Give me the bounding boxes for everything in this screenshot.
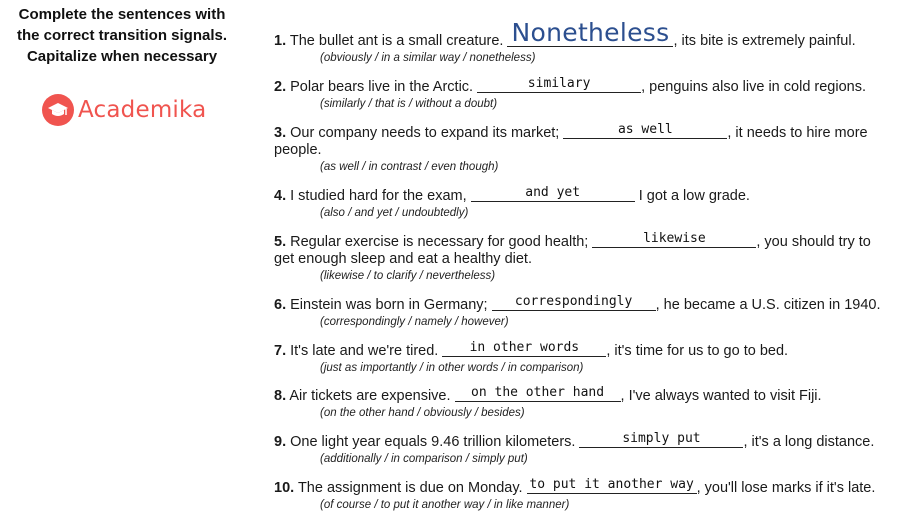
answer-blank[interactable] (527, 477, 697, 494)
question-text: Air tickets are expensive. (289, 388, 451, 404)
question-text: One light year equals 9.46 trillion kilometers. (290, 434, 576, 450)
question-text: The bullet ant is a small creature. (289, 33, 504, 49)
answer-blank[interactable] (477, 76, 641, 93)
answer-blank[interactable] (563, 122, 727, 139)
question-3 (274, 122, 894, 174)
instruction-line: Capitalize when necessary (26, 48, 218, 65)
answer-blank[interactable] (492, 294, 656, 311)
answer-options: (similarly / that is / without a doubt) (320, 98, 498, 110)
question-7 (274, 340, 894, 375)
answer-options: (obviously / in a similar way / nonetheless) (320, 52, 536, 64)
answer-options: (likewise / to clarify / nevertheless) (320, 270, 496, 282)
question-text-after: , you should try to get enough sleep and eat a healthy diet. (274, 234, 871, 267)
question-text: The assignment is due on Monday. (297, 480, 523, 496)
answer-blank[interactable] (507, 18, 673, 47)
answer-text: Nonetheless (511, 18, 670, 47)
question-number: 9. (274, 434, 287, 450)
answer-blank[interactable] (442, 340, 606, 357)
answer-text: and yet (525, 185, 581, 200)
instructions (4, 4, 240, 67)
question-number: 5. (274, 234, 287, 250)
question-text: Regular exercise is necessary for good health; (290, 234, 589, 250)
question-text-after: , it's time for us to go to bed. (606, 343, 789, 359)
answer-options: (of course / to put it another way / in like manner) (320, 499, 570, 511)
instruction-line: the correct transition signals. (16, 27, 228, 44)
answer-options: (correspondingly / namely / however) (320, 316, 509, 328)
question-text-after: , you'll lose marks if it's late. (696, 480, 876, 496)
question-text-after: I got a low grade. (638, 188, 750, 204)
question-text-after: , I've always wanted to visit Fiji. (620, 388, 822, 404)
answer-blank[interactable] (579, 431, 743, 448)
answer-options: (as well / in contrast / even though) (320, 161, 499, 173)
brand-logo (42, 94, 206, 126)
question-number: 10. (274, 480, 295, 496)
question-5 (274, 231, 894, 283)
answer-text: similary (527, 76, 591, 91)
instruction-line: Complete the sentences with (18, 6, 226, 23)
answer-text: to put it another way (529, 477, 694, 492)
question-2 (274, 76, 894, 111)
answer-text: simply put (622, 431, 701, 446)
answer-blank[interactable] (592, 231, 756, 248)
answer-blank[interactable] (471, 185, 635, 202)
answer-text: correspondingly (514, 294, 633, 309)
question-text-after: , penguins also live in cold regions. (641, 79, 866, 95)
question-9 (274, 431, 894, 466)
question-text: Polar bears live in the Arctic. (290, 79, 474, 95)
answer-text: likewise (643, 231, 706, 246)
answer-options: (also / and yet / undoubtedly) (320, 207, 469, 219)
answer-text: on the other hand (471, 385, 605, 400)
question-number: 2. (274, 79, 287, 95)
question-4 (274, 185, 894, 220)
question-text: Einstein was born in Germany; (290, 297, 488, 313)
question-number: 3. (274, 125, 287, 141)
question-6 (274, 294, 894, 329)
question-number: 6. (274, 297, 287, 313)
answer-text: as well (617, 122, 673, 137)
question-number: 7. (274, 343, 287, 359)
answer-options: (on the other hand / obviously / besides) (320, 407, 525, 419)
question-text-after: , it's a long distance. (743, 434, 875, 450)
question-8 (274, 385, 894, 420)
answer-blank[interactable] (455, 385, 621, 402)
question-1 (274, 18, 894, 65)
graduation-cap-icon (42, 94, 74, 126)
question-10 (274, 477, 894, 512)
question-text-after: , he became a U.S. citizen in 1940. (655, 297, 881, 313)
question-number: 1. (274, 33, 287, 49)
question-text-after: , its bite is extremely painful. (673, 33, 856, 49)
question-text: Our company needs to expand its market; (290, 125, 560, 141)
answer-options: (just as importantly / in other words / in comparison) (320, 362, 584, 374)
question-text: It's late and we're tired. (290, 343, 439, 359)
question-number: 4. (274, 188, 287, 204)
answer-options: (additionally / in comparison / simply put) (320, 453, 528, 465)
answer-text: in other words (469, 340, 580, 355)
brand-name: Academika (78, 97, 207, 123)
question-number: 8. (274, 388, 287, 404)
question-text: I studied hard for the exam, (290, 188, 467, 204)
question-text-after: , it needs to hire more people. (274, 125, 868, 158)
